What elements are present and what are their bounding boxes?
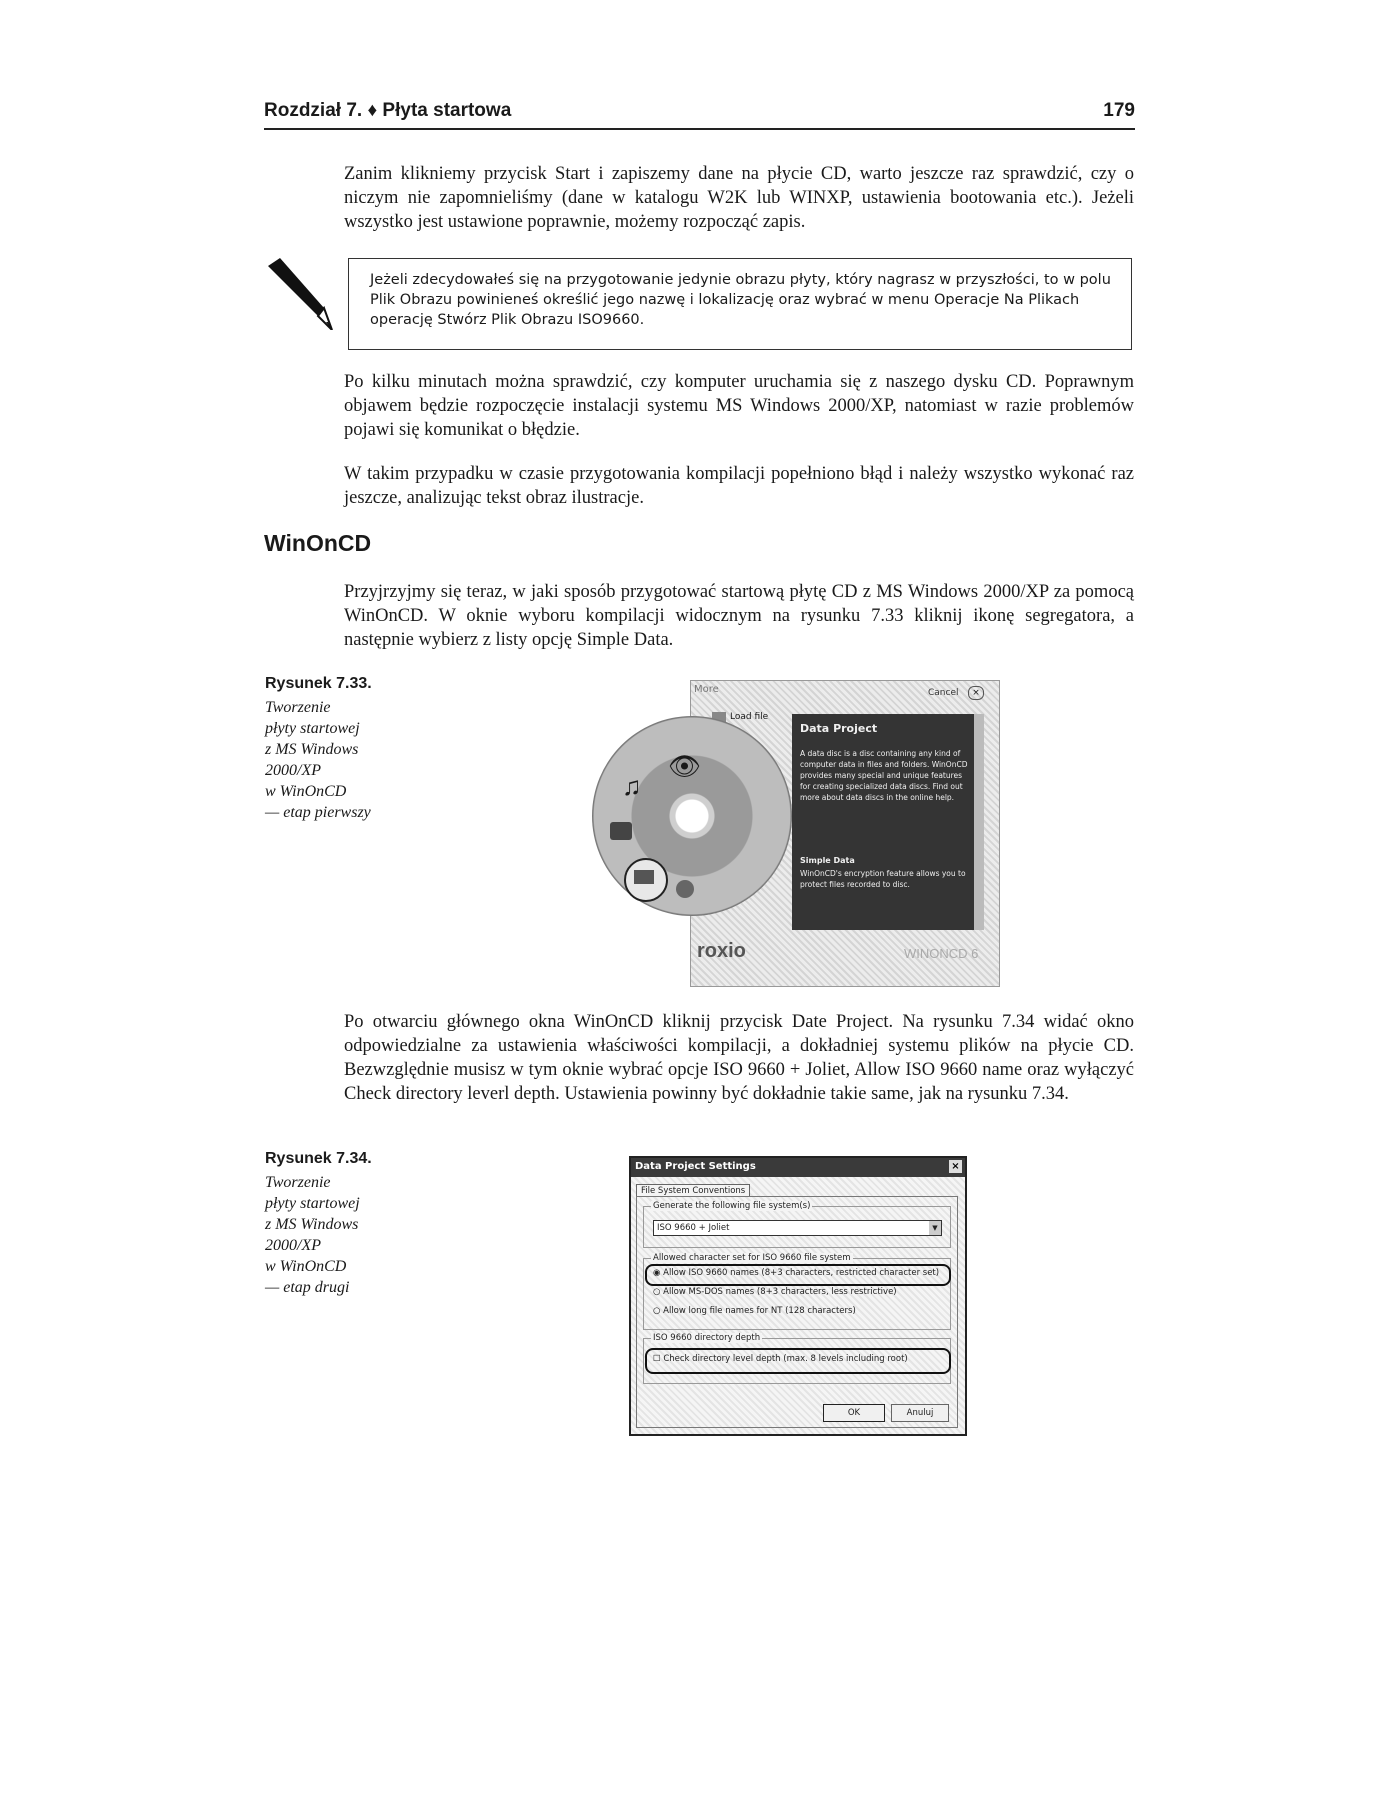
more-button[interactable]: More xyxy=(694,684,719,695)
radio-iso9660-names[interactable]: ◉ Allow ISO 9660 names (8+3 characters, restricted character set) xyxy=(653,1268,940,1278)
scrollbar[interactable] xyxy=(974,714,984,930)
dialog-titlebar xyxy=(631,1158,965,1177)
panel-description: A data disc is a disc containing any kind of computer data in files and folders. WinOnCD provides many special and unique features for creating specialized data discs. Find out more about data discs in the online help. xyxy=(800,749,968,802)
figure1-caption: Tworzenie płyty startowej z MS Windows 2000/XP w WinOnCD — etap pierwszy xyxy=(265,699,371,821)
binder-icon xyxy=(634,870,654,884)
note-text: Jeżeli zdecydowałeś się na przygotowanie jedynie obrazu płyty, który nagrasz w przyszłości, to w polu Plik Obrazu powinieneś określić jego nazwę i lokalizację oraz wybrać w menu Operacje Na Plikach operację Stwórz Plik Obrazu ISO9660. xyxy=(370,272,1111,328)
eye-icon[interactable]: 👁 xyxy=(668,752,702,781)
file-system-select[interactable]: ISO 9660 + Joliet ▼ xyxy=(653,1220,942,1236)
pencil-icon xyxy=(262,258,334,330)
radio-long-names[interactable]: ○ Allow long file names for NT (128 characters) xyxy=(653,1306,856,1316)
paragraph-3: W takim przypadku w czasie przygotowania kompilacji popełniono błąd i należy wszystko wykonać raz jeszcze, analizując tekst obraz ilustracje. xyxy=(344,464,1134,508)
data-project-settings-dialog xyxy=(629,1156,967,1436)
section-heading: WinOnCD xyxy=(264,530,372,556)
simple-data-option[interactable]: Simple Data xyxy=(800,856,855,865)
cancel-button[interactable]: Anuluj xyxy=(891,1404,949,1422)
paragraph-2: Po kilku minutach można sprawdzić, czy komputer uruchamia się z naszego dysku CD. Poprawnym objawem będzie rozpoczęcie instalacji systemu MS Windows 2000/XP, natomiast w razie problemów pojawi się komunikat o błędzie. xyxy=(344,372,1134,440)
group-directory-depth-label: ISO 9660 directory depth xyxy=(653,1333,761,1343)
group-character-set-label: Allowed character set for ISO 9660 file system xyxy=(653,1253,851,1263)
radio-msdos-names[interactable]: ○ Allow MS-DOS names (8+3 characters, less restrictive) xyxy=(653,1287,897,1297)
close-icon[interactable]: × xyxy=(949,1160,962,1173)
figure2-caption-title: Rysunek 7.34. xyxy=(265,1150,372,1167)
chevron-down-icon[interactable]: ▼ xyxy=(929,1221,941,1235)
music-icon[interactable]: ♫ xyxy=(622,772,642,801)
paragraph-1: Zanim klikniemy przycisk Start i zapiszemy dane na płycie CD, warto jeszcze raz sprawdzić, czy o niczym nie zapomnieliśmy (dane w katalogu W2K lub WINXP, ustawienia bootowania etc.). Jeżeli wszystko jest ustawione poprawnie, możemy rozpocząć zapis. xyxy=(344,164,1134,232)
dialog-title: Data Project Settings xyxy=(635,1161,756,1172)
ok-button[interactable]: OK xyxy=(823,1404,885,1422)
tab-file-system-conventions[interactable]: File System Conventions xyxy=(636,1184,750,1197)
figure2-caption: Tworzenie płyty startowej z MS Windows 2000/XP w WinOnCD — etap drugi xyxy=(265,1174,360,1296)
panel-title: Data Project xyxy=(800,722,878,735)
copy-disc-icon[interactable] xyxy=(676,880,694,898)
group-file-systems-label: Generate the following file system(s) xyxy=(653,1201,811,1211)
paragraph-4: Przyjrzyjmy się teraz, w jaki sposób przygotować startową płytę CD z MS Windows 2000/XP za pomocą WinOnCD. W oknie wyboru kompilacji widocznym na rysunku 7.33 kliknij ikonę segregatora, a następnie wybierz z listy opcję Simple Data. xyxy=(344,582,1134,650)
close-icon[interactable]: × xyxy=(968,686,984,700)
winoncd-logo: WINONCD 6 xyxy=(904,946,979,961)
checkbox-directory-depth[interactable]: ☐ Check directory level depth (max. 8 levels including root) xyxy=(653,1354,908,1364)
figure1-caption-title: Rysunek 7.33. xyxy=(265,675,372,692)
data-project-panel xyxy=(792,714,984,930)
page-number: 179 xyxy=(1103,100,1135,121)
load-file-button[interactable]: Load file xyxy=(730,712,769,722)
simple-data-description: WinOnCD's encryption feature allows you to protect files recorded to disc. xyxy=(800,869,966,889)
cancel-button[interactable]: Cancel xyxy=(928,688,959,698)
video-icon[interactable] xyxy=(610,822,632,840)
chapter-title: Rozdział 7. ♦ Płyta startowa xyxy=(264,100,512,121)
roxio-logo: roxio xyxy=(697,940,746,962)
paragraph-5: Po otwarciu głównego okna WinOnCD kliknij przycisk Date Project. Na rysunku 7.34 widać okno odpowiedzialne za ustawienia właściwości kompilacji, a dokładniej systemu plików na płycie CD. Bezwzględnie musisz w tym oknie wybrać opcje ISO 9660 + Joliet, Allow ISO 9660 name oraz wyłączyć Check directory leverl depth. Ustawienia powinny być dokładnie takie same, jak na rysunku 7.34. xyxy=(344,1012,1134,1104)
